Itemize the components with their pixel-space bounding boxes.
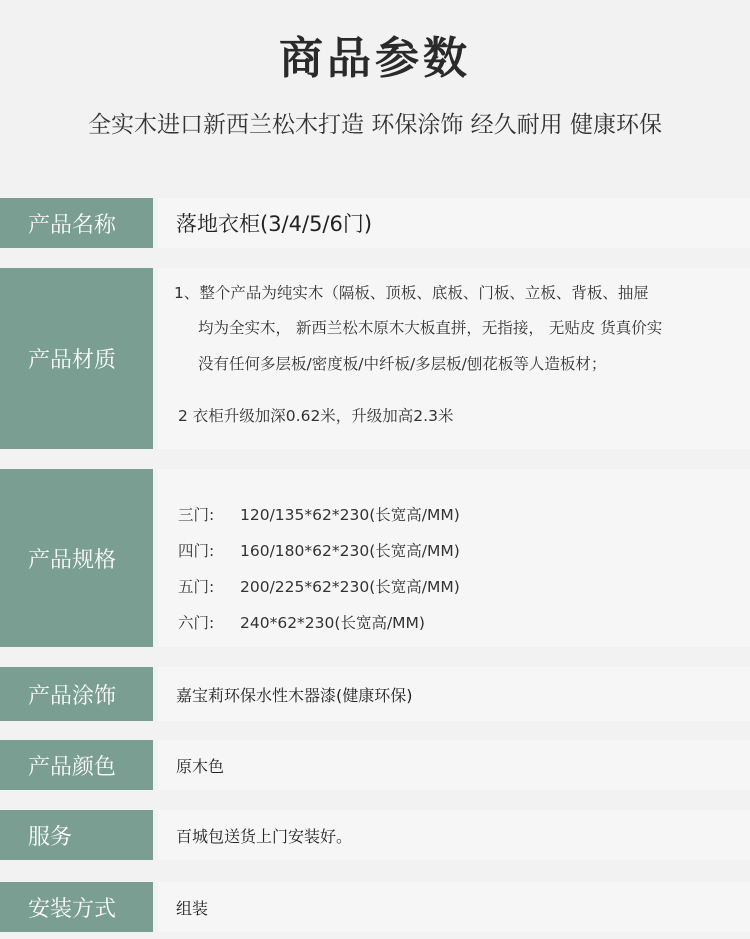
row-value — [158, 268, 750, 449]
spec-door-count: 六门: — [178, 614, 215, 632]
material-line: 1、整个产品为纯实木（隔板、顶板、底板、门板、立板、背板、抽屉 — [174, 284, 649, 302]
row-install — [0, 882, 750, 932]
spec-item — [178, 503, 460, 525]
row-label: 安装方式 — [0, 882, 153, 932]
material-line: 均为全实木， 新西兰松木原木大板直拼，无指接， 无贴皮 货真价实 — [198, 319, 663, 337]
row-label: 产品材质 — [0, 268, 153, 449]
spec-item — [178, 611, 425, 633]
row-label: 产品名称 — [0, 198, 153, 248]
row-value: 百城包送货上门安装好。 — [158, 810, 750, 860]
row-label: 产品涂饰 — [0, 667, 153, 721]
spec-size: 160/180*62*230(长宽高/MM) — [240, 542, 460, 560]
spec-door-count: 三门: — [178, 506, 215, 524]
page-subtitle: 全实木进口新西兰松木打造 环保涂饰 经久耐用 健康环保 — [88, 112, 662, 138]
row-label: 服务 — [0, 810, 153, 860]
row-value: 落地衣柜(3/4/5/6门) — [158, 198, 750, 248]
row-service — [0, 810, 750, 860]
spec-size: 120/135*62*230(长宽高/MM) — [240, 506, 460, 524]
row-label: 产品颜色 — [0, 740, 153, 790]
spec-door-count: 五门: — [178, 578, 215, 596]
row-value: 组装 — [158, 882, 750, 932]
row-spec — [0, 469, 750, 647]
row-product-name — [0, 198, 750, 248]
row-value: 原木色 — [158, 740, 750, 790]
material-note: 2 衣柜升级加深0.62米，升级加高2.3米 — [178, 407, 454, 425]
row-material — [0, 268, 750, 449]
spec-item — [178, 575, 460, 597]
row-value — [158, 469, 750, 647]
material-line: 没有任何多层板/密度板/中纤板/多层板/刨花板等人造板材； — [198, 355, 607, 373]
page-title: 商品参数 — [279, 33, 471, 84]
row-finish — [0, 667, 750, 721]
spec-size: 240*62*230(长宽高/MM) — [240, 614, 425, 632]
spec-item — [178, 539, 460, 561]
row-color — [0, 740, 750, 790]
row-label: 产品规格 — [0, 469, 153, 647]
row-value: 嘉宝莉环保水性木器漆(健康环保) — [158, 667, 750, 721]
spec-size: 200/225*62*230(长宽高/MM) — [240, 578, 460, 596]
spec-door-count: 四门: — [178, 542, 215, 560]
